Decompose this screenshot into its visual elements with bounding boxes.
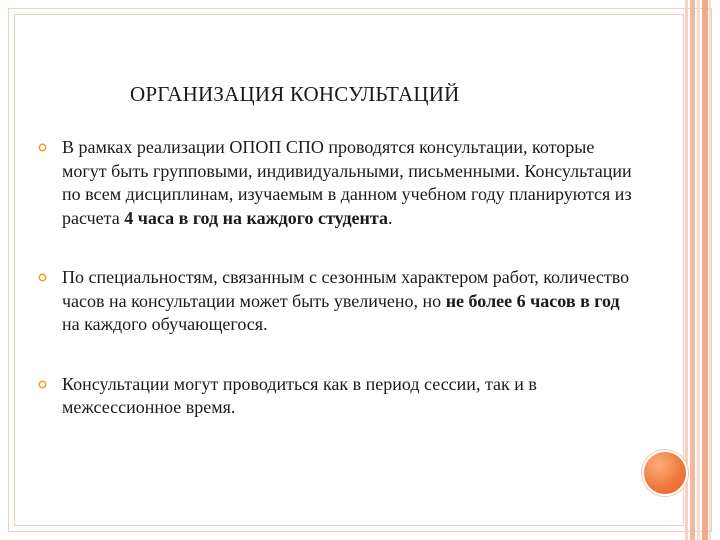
bullet-3-text: Консультации могут проводиться как в период сессии, так и в межсессионное время. <box>62 373 537 417</box>
bullet-2-text: По специальностям, связанным с сезонным характером работ, количество часов на консультации может быть увеличено, но <box>62 267 630 311</box>
bullet-item-1 <box>38 136 638 230</box>
bullet-marker-icon <box>38 380 47 389</box>
slide-title: ОРГАНИЗАЦИЯ КОНСУЛЬТАЦИЙ <box>130 82 460 106</box>
decorative-side-stripes <box>685 0 712 540</box>
bullet-marker-icon <box>38 273 47 282</box>
bullet-marker-icon <box>38 143 47 152</box>
bullet-1-text: В рамках реализации ОПОП СПО проводятся консультации, которые могут быть групповыми, индивидуальными, письменными. Консультации по всем дисциплинам, изучаемым в данном учебном году планируются из расчета <box>62 137 632 228</box>
bullet-list <box>38 136 638 420</box>
bullet-item-3 <box>38 373 638 420</box>
bullet-2-text-after: на каждого обучающегося. <box>62 314 268 334</box>
bullet-1-text-after: . <box>387 207 393 228</box>
bullet-item-2 <box>38 266 638 337</box>
bullet-2-bold-text: не более 6 часов в год <box>445 290 620 311</box>
decorative-orange-circle <box>642 450 688 496</box>
bullet-1-bold-text: 4 часа в год на каждого студента <box>124 207 388 228</box>
